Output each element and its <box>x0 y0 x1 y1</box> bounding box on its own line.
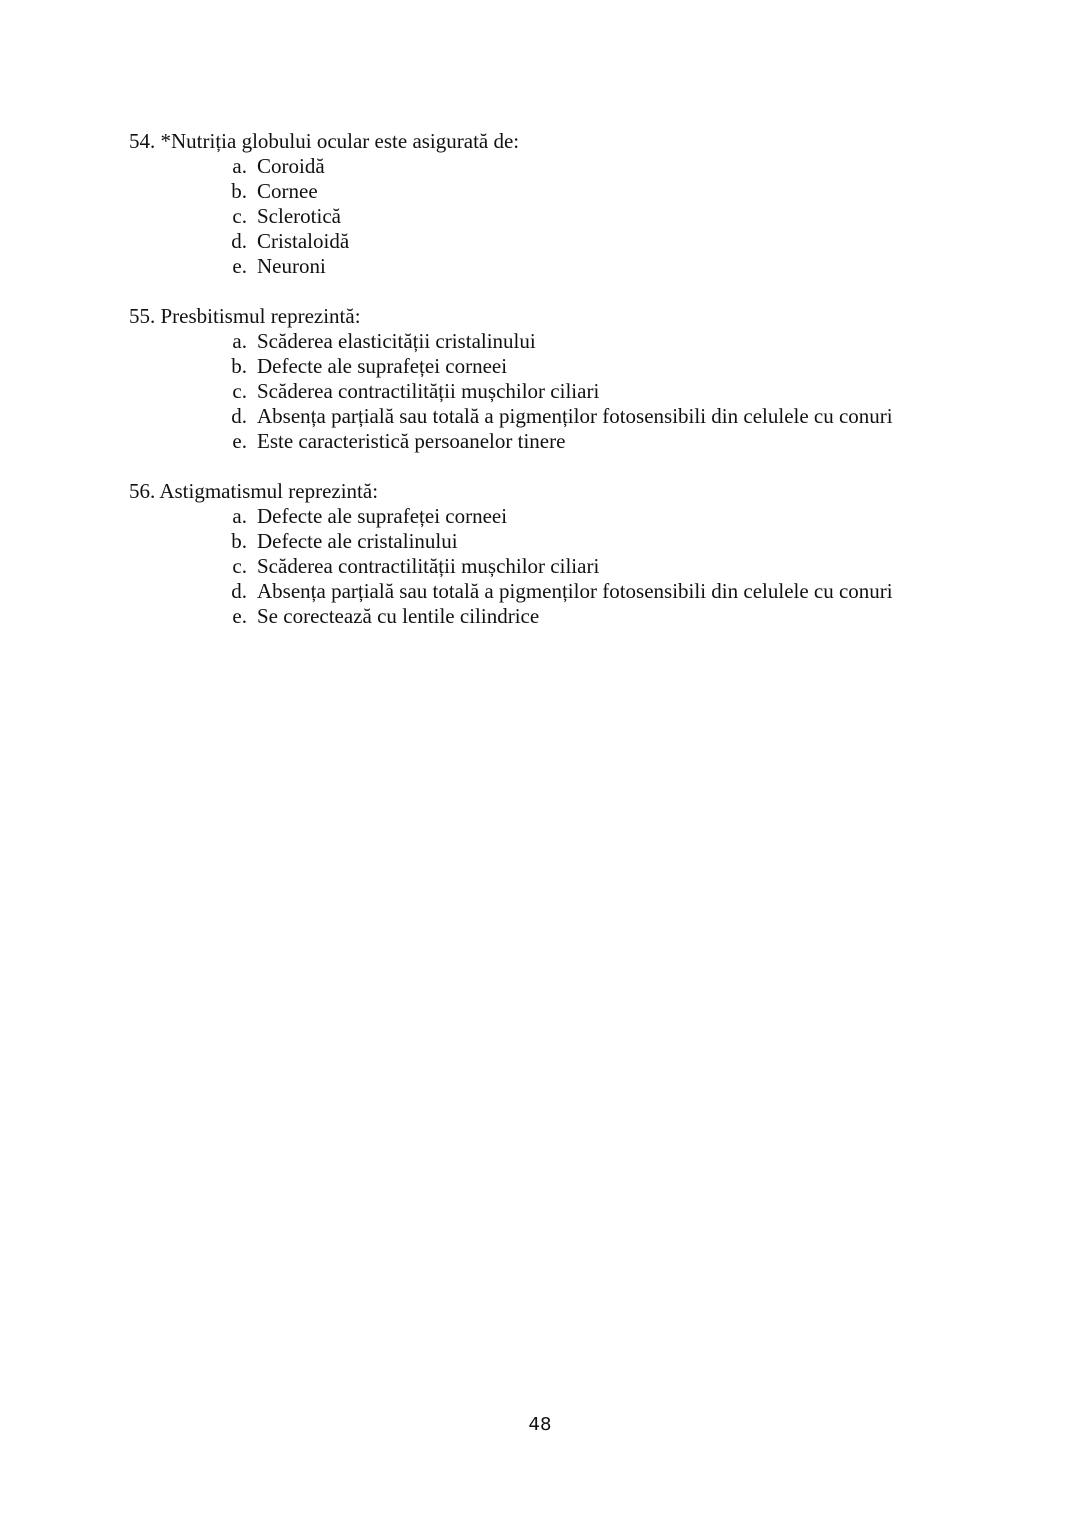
option-letter: e. <box>232 254 247 278</box>
option-letter: c. <box>232 379 247 403</box>
answer-options <box>129 154 1029 279</box>
option-letter: d. <box>231 404 247 428</box>
answer-option-c <box>129 204 1029 229</box>
option-text: Defecte ale suprafeței corneei <box>257 354 508 378</box>
page-number: 48 <box>528 1414 552 1435</box>
option-text: Neuroni <box>257 254 326 278</box>
option-text: Este caracteristică persoanelor tinere <box>257 429 566 453</box>
option-letter: b. <box>231 354 247 378</box>
option-text: Scăderea contractilității mușchilor ciliari <box>257 554 600 578</box>
answer-option-b <box>129 354 1029 379</box>
answer-option-d <box>129 229 1029 254</box>
option-text: Sclerotică <box>257 204 341 228</box>
answer-option-a <box>129 154 1029 179</box>
option-letter: a. <box>232 504 247 528</box>
option-text: Cornee <box>257 179 318 203</box>
question-54 <box>129 129 1029 279</box>
option-letter: e. <box>232 604 247 628</box>
answer-option-e <box>129 254 1029 279</box>
option-text: Coroidă <box>257 154 325 178</box>
option-letter: a. <box>232 154 247 178</box>
option-text: Scăderea contractilității mușchilor ciliari <box>257 379 600 403</box>
question-title: 55. Presbitismul reprezintă: <box>129 304 361 328</box>
option-letter: e. <box>232 429 247 453</box>
option-text: Cristaloidă <box>257 229 350 253</box>
option-text: Scăderea elasticității cristalinului <box>257 329 536 353</box>
option-text: Absența parțială sau totală a pigmenților fotosensibili din celulele cu conuri <box>257 404 893 428</box>
question-55 <box>129 304 1029 454</box>
option-letter: b. <box>231 179 247 203</box>
answer-option-c <box>129 379 1029 404</box>
question-title: 56. Astigmatismul reprezintă: <box>129 479 379 503</box>
option-letter: c. <box>232 554 247 578</box>
question-title: 54. *Nutriția globului ocular este asigurată de: <box>129 129 520 153</box>
answer-option-c <box>129 554 1029 579</box>
answer-option-b <box>129 529 1029 554</box>
answer-options <box>129 504 1029 629</box>
option-text: Absența parțială sau totală a pigmenților fotosensibili din celulele cu conuri <box>257 579 893 603</box>
option-letter: d. <box>231 229 247 253</box>
answer-option-a <box>129 329 1029 354</box>
answer-option-e <box>129 604 1029 629</box>
option-text: Se corectează cu lentile cilindrice <box>257 604 540 628</box>
answer-option-b <box>129 179 1029 204</box>
option-letter: c. <box>232 204 247 228</box>
option-letter: a. <box>232 329 247 353</box>
answer-options <box>129 329 1029 454</box>
option-text: Defecte ale suprafeței corneei <box>257 504 508 528</box>
answer-option-d <box>129 579 1029 604</box>
option-letter: b. <box>231 529 247 553</box>
question-56 <box>129 479 1029 629</box>
answer-option-a <box>129 504 1029 529</box>
answer-option-d <box>129 404 1029 429</box>
option-letter: d. <box>231 579 247 603</box>
answer-option-e <box>129 429 1029 454</box>
option-text: Defecte ale cristalinului <box>257 529 458 553</box>
